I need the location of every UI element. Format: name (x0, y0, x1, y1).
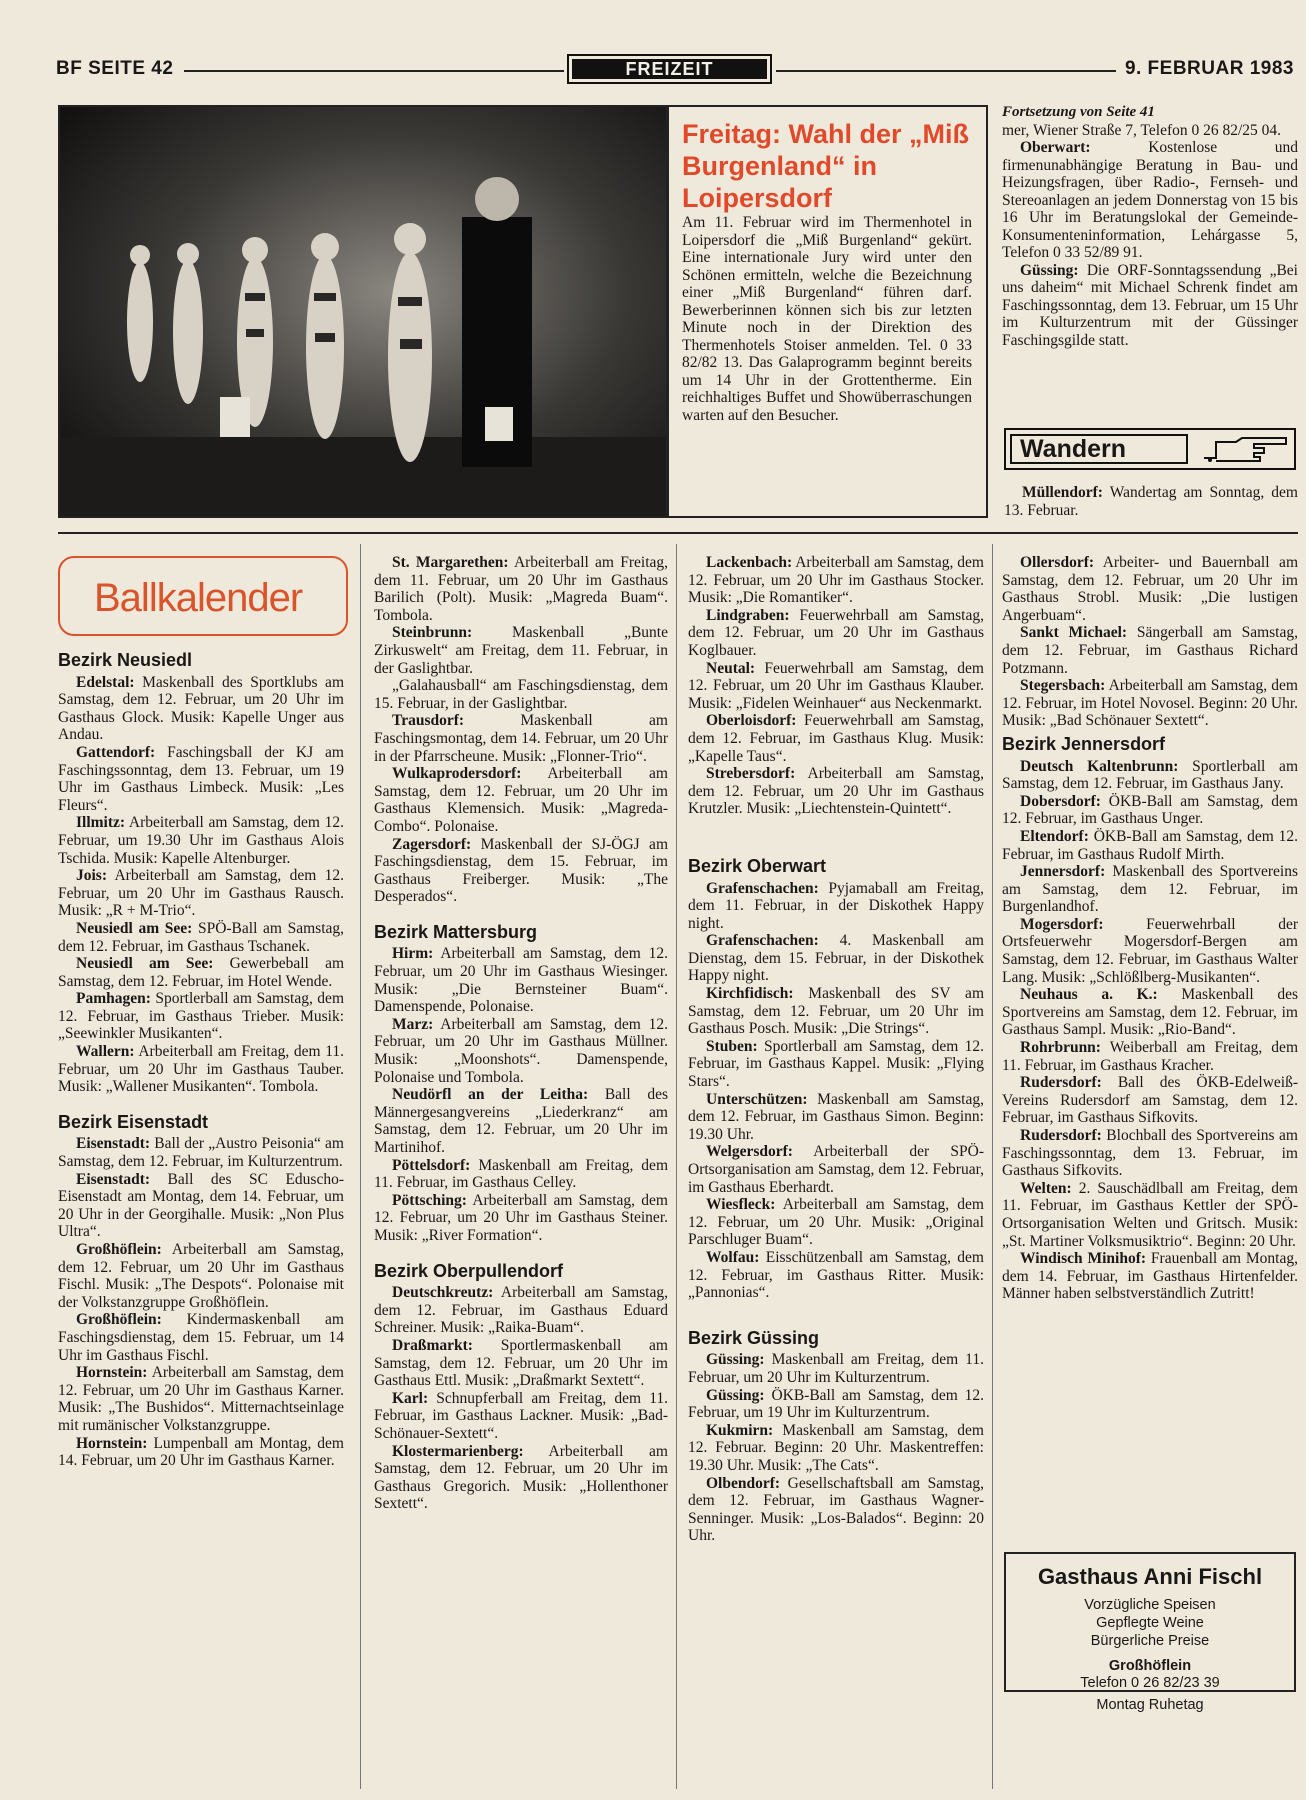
entry-text: Ball des ÖKB-Edelweiß-Vereins Rudersdorf am Samstag, dem 12. Februar, im Gasthaus Sifkovits. (1002, 1074, 1298, 1127)
entry-text: Arbeiterball am Samstag, dem 12. Februar, um 20 Uhr im Gasthaus Klemensich. Musik: „Magreda-Combo“. Polonaise. (374, 765, 668, 835)
place-name: Steinbrunn: (392, 624, 473, 642)
entry-text: Ball des Männergesangvereins „Liederkranz“ am Samstag, dem 12. Februar, um 20 Uhr im Martinihof. (374, 1086, 668, 1156)
list-item (1002, 677, 1298, 730)
place-name: St. Margarethen: (392, 554, 509, 571)
entry-text: Arbeiterball am Freitag, dem 11. Februar, um 20 Uhr im Gasthaus Tauber. Musik: „Wallener Musikanten“. Tombola. (58, 1043, 344, 1096)
district-heading: Bezirk Mattersburg (374, 921, 538, 942)
district-heading: Bezirk Oberwart (688, 855, 827, 876)
list-item (1002, 1180, 1298, 1250)
entry-text: Sängerball am Samstag, dem 12. Februar, im Gasthaus Richard Potzmann. (1002, 624, 1298, 677)
list-item (58, 744, 344, 814)
entry-text: Maskenball am Freitag, dem 11. Februar, im Gasthaus Celley. (374, 1156, 668, 1192)
continued-note: Fortsetzung von Seite 41 (1002, 104, 1155, 120)
list-item (58, 814, 344, 867)
list-item (688, 932, 984, 985)
place-name: Ollersdorf: (1020, 554, 1095, 571)
place-name: Kukmirn: (706, 1421, 774, 1439)
entry-text: Die ORF-Sonntagssendung „Bei uns daheim“ mit Michael Schrenk findet am Faschingssonntag, dem 13. Februar, um 15 Uhr im Kulturzentrum mit der Güssinger Faschingsgilde statt. (1002, 261, 1298, 349)
list-item (1002, 139, 1298, 262)
issue-date: 9. FEBRUAR 1983 (1124, 58, 1294, 79)
ball-column-1 (58, 652, 344, 1470)
list-item (374, 945, 668, 1015)
list-item (58, 867, 344, 920)
place-name: Marz: (392, 1015, 434, 1033)
entry-text: ÖKB-Ball am Samstag, dem 12. Februar, im Gasthaus Unger. (1002, 792, 1298, 828)
place-name: Edelstal: (76, 673, 135, 691)
entry-text: SPÖ-Ball am Samstag, dem 12. Februar, im Gasthaus Tschanek. (58, 919, 345, 955)
place-name: Illmitz: (76, 814, 126, 832)
entry-text: Gewerbeball am Samstag, dem 12. Februar, im Hotel Wende. (58, 955, 344, 990)
section-rule (58, 532, 1298, 534)
place-name: Oberloisdorf: (706, 712, 797, 730)
list-item (688, 985, 984, 1038)
place-name: Hornstein: (76, 1434, 148, 1452)
place-name: Grafenschachen: (706, 879, 819, 897)
entry-text: Faschingsball der KJ am Faschingssonntag, dem 13. Februar, um 19 Uhr im Gasthaus Limbeck. Musik: „Les Fleurs“. (58, 743, 344, 814)
wandern-header (1004, 428, 1296, 470)
list-item (374, 1337, 668, 1390)
place-name: Jois: (76, 867, 107, 885)
entry-text: Arbeiterball am Samstag, dem 12. Februar, um 20 Uhr im Gasthaus Wiesinger. Musik: „Die Bernsteiner Buam“. Damenspende, Polonaise. (374, 945, 668, 1016)
entry-text: Maskenball am Samstag, dem 12. Februar. Beginn: 20 Uhr. Maskentreffen: 19.30 Uhr. Musik: „The Cats“. (688, 1421, 984, 1474)
district-heading: Bezirk Neusiedl (58, 650, 193, 670)
entry-text: Arbeiter- und Bauernball am Samstag, dem 12. Februar, um 20 Uhr im Gasthaus Strobl. Musik: „Die lustigen Angerbuam“. (1002, 554, 1298, 624)
place-name: Unterschützen: (706, 1090, 808, 1108)
ad-tagline: Bürgerliche Preise (1090, 1633, 1210, 1649)
ball-column-4 (1002, 554, 1298, 1303)
place-name: Neusiedl am See: (76, 919, 193, 937)
ball-column-3 (688, 554, 984, 1545)
wandern-entry (1004, 484, 1298, 519)
entry-text: Arbeiterball am Samstag, dem 12. Februar, um 20 Uhr im Gasthaus Steiner. Musik: „River Formation“. (374, 1191, 668, 1244)
entry-text: Arbeiterball am Samstag, dem 12. Februar, um 20 Uhr im Gasthaus Müllner. Musik: „Moonshots“. Damenspende, Polonaise und Tombola. (374, 1015, 668, 1086)
place-name: Pöttelsdorf: (392, 1156, 471, 1174)
entry-text: ÖKB-Ball am Samstag, dem 12. Februar, um 19 Uhr im Kulturzentrum. (688, 1386, 984, 1422)
place-name: Karl: (392, 1389, 429, 1407)
list-item (688, 607, 984, 660)
column-divider (360, 544, 361, 1789)
place-name: Sankt Michael: (1020, 624, 1128, 642)
place-name: Rohrbrunn: (1020, 1039, 1101, 1057)
ad-tagline: Vorzügliche Speisen (1084, 1597, 1216, 1613)
district-heading: Bezirk Jennersdorf (1002, 733, 1166, 754)
district-heading: Bezirk Güssing (688, 1327, 820, 1348)
entry-text: Sportlermaskenball am Samstag, dem 12. Februar, um 20 Uhr im Gasthaus Ettl. Musik: „Draßmarkt Sextett“. (374, 1336, 668, 1390)
entry-text: ÖKB-Ball am Samstag, dem 12. Februar, im Gasthaus Rudolf Mirth. (1002, 827, 1298, 863)
place-name: Jennersdorf: (1020, 863, 1106, 881)
entry-text: Arbeiterball am Samstag, dem 12. Februar, um 20 Uhr. Musik: „Original Parschluger Buam“. (688, 1196, 984, 1249)
place-name: Wulkaprodersdorf: (392, 765, 522, 783)
place-name: Stegersbach: (1020, 677, 1106, 695)
place-name: Eisenstadt: (76, 1170, 151, 1188)
list-item (688, 1249, 984, 1302)
place-name: Pöttsching: (392, 1191, 467, 1209)
place-name: Windisch Minihof: (1020, 1250, 1147, 1268)
list-item (374, 765, 668, 835)
place-name: Klostermarienberg: (392, 1442, 524, 1460)
place-name: Müllendorf: (1022, 484, 1103, 501)
place-name: Deutsch Kaltenbrunn: (1020, 757, 1179, 775)
entry-text: Sportlerball am Samstag, dem 12. Februar, im Gasthaus Jany. (1002, 757, 1298, 793)
feature-body: Am 11. Februar wird im Thermenhotel in Loipersdorf die „Miß Burgenland“ gekürt. Eine internationale Jury wird unter den Schönen ermitteln, welche die Bezeichnung einer „Miß Burgenland“ führen darf. Bewerberinnen können sich bis zur letzten Minute noch in der Direktion des Thermenhotels Stoiser anmelden. Tel. 0 33 82/82 13. Das Galaprogramm beginnt bereits um 14 Uhr in der Grottentherme. Ein reichhaltiges Buffet und Showüberraschungen warten auf den Besucher. (682, 214, 972, 424)
entry-text: Ball der „Austro Peisonia“ am Samstag, dem 12. Februar, im Kulturzentrum. (58, 1135, 344, 1171)
place-name: Lindgraben: (706, 606, 790, 624)
list-item (58, 1311, 344, 1364)
entry-text: Maskenball am Freitag, dem 11. Februar, um 20 Uhr im Kulturzentrum. (688, 1351, 984, 1386)
list-item (688, 554, 984, 607)
entry-text: Weiberball am Freitag, dem 11. Februar, im Gasthaus Kracher. (1002, 1039, 1298, 1074)
list-item (58, 990, 344, 1043)
entry-text: 4. Maskenball am Dienstag, dem 15. Februar, in der Diskothek Happy night. (688, 932, 984, 985)
place-name: Olbendorf: (706, 1474, 781, 1492)
entry-text: „Galahausball“ am Faschingsdienstag, dem 15. Februar, in der Gaslightbar. (374, 677, 668, 712)
list-item (688, 880, 984, 933)
district-heading: Bezirk Oberpullendorf (374, 1260, 564, 1281)
list-item (1002, 1039, 1298, 1074)
place-name: Wiesfleck: (706, 1196, 776, 1214)
place-name: Deutschkreutz: (392, 1284, 494, 1302)
place-name: Zagersdorf: (392, 835, 472, 853)
list-item (688, 712, 984, 765)
list-item (688, 1387, 984, 1422)
place-name: Neusiedl am See: (76, 955, 214, 973)
header-rule-left (184, 70, 564, 72)
section-label (567, 54, 772, 84)
list-item (58, 1043, 344, 1096)
feature-divider (666, 105, 669, 518)
place-name: Strebersdorf: (706, 765, 796, 783)
list-item (374, 712, 668, 765)
place-name: Dobersdorf: (1020, 792, 1101, 810)
entry-text: Arbeiterball am Samstag, dem 12. Februar, um 20 Uhr im Gasthaus Fischl. Musik: „The Despots“. Polonaise mit der Volkstanzgruppe Großhöflein. (58, 1241, 344, 1311)
section-label-text: FREIZEIT (572, 59, 767, 79)
entry-text: Feuerwehrball am Samstag, dem 12. Februar, um 20 Uhr im Gasthaus Koglbauer. (688, 606, 984, 659)
entry-text: Arbeiterball am Samstag, dem 12. Februar, im Gasthaus Eduard Schreiner. Musik: „Raika-Buam“. (374, 1284, 668, 1337)
entry-text: Maskenball des Sportklubs am Samstag, dem 12. Februar, um 20 Uhr im Gasthaus Glock. Musik: Kapelle Unger aus Andau. (58, 673, 344, 744)
place-name: Großhöflein: (76, 1311, 162, 1329)
list-item (1002, 554, 1298, 624)
place-name: Großhöflein: (76, 1241, 162, 1258)
entry-text: Frauenball am Montag, dem 14. Februar, im Gasthaus Hirtenfelder. Männer haben selbstverständlich Zutritt! (1002, 1250, 1298, 1303)
list-item (58, 1171, 344, 1241)
header-rule-right (776, 70, 1116, 72)
entry-text: Arbeiterball am Samstag, dem 12. Februar, um 20 Uhr im Gasthaus Rausch. Musik: „R + M-Trio“. (58, 867, 344, 920)
entry-text: 2. Sauschädlball am Freitag, dem 11. Februar, im Gasthaus Kettler der SPÖ-Ortsorganisation Welten und Gritsch. Musik: „St. Martiner Volksmusiktrio“. Beginn: 20 Uhr. (1002, 1179, 1298, 1250)
list-item (58, 1364, 344, 1434)
entry-text: Eisschützenball am Samstag, dem 12. Februar, im Gasthaus Ritter. Musik: „Pannonias“. (688, 1248, 984, 1302)
list-item (58, 955, 344, 990)
entry-text: Arbeiterball am Samstag, dem 12. Februar, um 20 Uhr im Gasthaus Gregorich. Musik: „Hollenthoner Sextett“. (374, 1442, 668, 1513)
place-name: Trausdorf: (392, 712, 465, 730)
place-name: Stuben: (706, 1037, 758, 1055)
ad-town: Großhöflein (1108, 1658, 1192, 1674)
list-item (374, 1443, 668, 1513)
list-item (1002, 758, 1298, 793)
entry-text: Feuerwehrball am Samstag, dem 12. Februar, im Gasthaus Klug. Musik: „Kapelle Taus“. (688, 712, 984, 765)
list-item (688, 660, 984, 713)
pointing-hand-icon (1202, 434, 1290, 464)
list-item (374, 554, 668, 624)
list-item (688, 1143, 984, 1196)
entry-text: Lumpenball am Montag, dem 14. Februar, um 20 Uhr im Gasthaus Karner. (58, 1434, 344, 1470)
place-name: Wolfau: (706, 1248, 760, 1266)
district-heading: Bezirk Eisenstadt (58, 1111, 209, 1132)
list-item (374, 1157, 668, 1192)
list-item (374, 677, 668, 712)
entry-text: Maskenball am Samstag, dem 12. Februar, im Gasthaus Simon. Beginn: 19.30 Uhr. (688, 1090, 984, 1143)
place-name: Oberwart: (1020, 139, 1091, 156)
continued-column (1002, 104, 1298, 349)
list-item (58, 1241, 344, 1311)
place-name: Neutal: (706, 659, 756, 677)
entry-text: Kostenlose und firmenunabhängige Beratung in Bau- und Heizungsfragen, über Radio-, Fernseh- und Stereoanlagen an jedem Donnerstag von 15 bis 16 Uhr im Beratungslokal der Gemeinde-Konsumenteninformation, Lehárgasse 5, Telefon 0 33 52/89 91. (1002, 139, 1298, 261)
entry-text: Arbeiterball am Samstag, dem 12. Februar, um 19.30 Uhr im Gasthaus Alois Tschida. Musik: Kapelle Altenburger. (58, 814, 344, 867)
place-name: Güssing: (706, 1386, 765, 1404)
list-item (1002, 1074, 1298, 1127)
list-item (1002, 986, 1298, 1039)
ad-business-name: Gasthaus Anni Fischl (1037, 1564, 1263, 1589)
entry-text: Feuerwehrball am Samstag, dem 12. Februar, um 20 Uhr im Gasthaus Klauber. Musik: „Fidelen Weinhauer“ aus Neckenmarkt. (688, 659, 984, 712)
entry-text: Maskenball „Bunte Zirkuswelt“ am Freitag, dem 11. Februar, in der Gaslightbar. (374, 624, 668, 677)
list-item (58, 1435, 344, 1470)
entry-text: Wandertag am Sonntag, dem 13. Februar. (1004, 484, 1298, 519)
page-number: BF SEITE 42 (56, 58, 174, 79)
place-name: Kirchfidisch: (706, 985, 794, 1003)
entry-text: Arbeiterball am Samstag, dem 12. Februar, um 20 Uhr im Gasthaus Krutzler. Musik: „Liechtenstein-Quintett“. (688, 765, 984, 818)
entry-text: Maskenball am Faschingsmontag, dem 14. Februar, um 20 Uhr in der Pfarrscheune. Musik: „Flonner-Trio“. (374, 712, 668, 765)
ballkalender-logo (58, 556, 348, 636)
entry-text: Arbeiterball am Samstag, dem 12. Februar, um 20 Uhr im Gasthaus Stocker. Musik: „Die Romantiker“. (688, 554, 984, 607)
ad-phone: Telefon 0 26 82/23 39 (1080, 1675, 1220, 1691)
ad-tagline: Gepflegte Weine (1096, 1615, 1204, 1631)
pageant-photo (60, 107, 666, 516)
list-item (374, 1284, 668, 1337)
entry-text: Schnupferball am Freitag, dem 11. Februar, im Gasthaus Lackner. Musik: „Bad-Schönauer-Sextett“. (374, 1389, 668, 1442)
place-name: Neudörfl an der Leitha: (392, 1086, 589, 1104)
place-name: Welten: (1020, 1179, 1072, 1197)
place-name: Pamhagen: (76, 990, 151, 1008)
entry-text: Pyjamaball am Freitag, dem 11. Februar, in der Diskothek Happy night. (688, 879, 984, 932)
entry-text: Maskenball der SJ-ÖGJ am Faschingsdienstag, dem 15. Februar, im Gasthaus Freiberger. Musik: „The Desperados“. (374, 835, 668, 906)
list-item (1002, 1250, 1298, 1303)
ad-closing-day: Montag Ruhetag (1096, 1697, 1204, 1713)
place-name: Lackenbach: (706, 554, 793, 571)
entry-text: Gesellschaftsball am Samstag, dem 12. Februar, im Gasthaus Wagner-Senninger. Musik: „Los-Balados“. Beginn: 20 Uhr. (688, 1474, 984, 1545)
column-divider (992, 544, 993, 1789)
list-item (688, 1422, 984, 1475)
place-name: Grafenschachen: (706, 932, 819, 950)
entry-text: Maskenball des SV am Samstag, dem 12. Februar, um 20 Uhr im Gasthaus Posch. Musik: „Die Strings“. (688, 985, 984, 1038)
entry-text: Maskenball des Sportvereins am Samstag, dem 12. Februar, im Burgenlandhof. (1002, 863, 1298, 916)
ball-column-2 (374, 554, 668, 1513)
list-item (374, 1390, 668, 1443)
place-name: Güssing: (706, 1351, 765, 1369)
list-item (1002, 262, 1298, 350)
list-item (688, 765, 984, 818)
gasthaus-advertisement (1004, 1552, 1296, 1713)
entry-text: Sportlerball am Samstag, dem 12. Februar, im Gasthaus Trieber. Musik: „Seewinkler Musikanten“. (58, 990, 344, 1043)
list-item (1002, 828, 1298, 863)
list-item (1002, 624, 1298, 677)
list-item (688, 1351, 984, 1386)
list-item (374, 1086, 668, 1156)
entry-text: Arbeiterball am Freitag, dem 11. Februar, um 20 Uhr im Gasthaus Barilich (Polt). Musik: „Magreda Buam“. Tombola. (374, 554, 668, 624)
list-item (374, 1192, 668, 1245)
entry-text: Arbeiterball der SPÖ-Ortsorganisation am Samstag, dem 12. Februar, im Gasthaus Eberhardt. (688, 1143, 984, 1196)
list-item (374, 624, 668, 677)
entry-text: Sportlerball am Samstag, dem 12. Februar, im Gasthaus Kappel. Musik: „Flying Stars“. (688, 1037, 984, 1091)
place-name: Welgersdorf: (706, 1143, 793, 1161)
entry-text: Maskenball des Sportvereins am Samstag, dem 12. Februar, im Gasthaus Sampl. Musik: „Rio-Band“. (1002, 986, 1299, 1039)
list-item (688, 1091, 984, 1144)
entry-text: Ball des SC Eduscho-Eisenstadt am Montag, dem 14. Februar, um 20 Uhr in der Georgihalle. Musik: „Non Plus Ultra“. (58, 1170, 344, 1241)
list-item (374, 1016, 668, 1086)
place-name: Güssing: (1020, 261, 1079, 279)
column-divider (676, 544, 677, 1789)
list-item (688, 1196, 984, 1249)
wandern-title: Wandern (1010, 434, 1188, 464)
list-item (1002, 916, 1298, 986)
list-item (688, 1038, 984, 1091)
entry-text: Kindermaskenball am Faschingsdienstag, dem 15. Februar, um 14 Uhr im Gasthaus Fischl. (58, 1311, 344, 1364)
entry-text: Arbeiterball am Samstag, dem 12. Februar, um 20 Uhr im Gasthaus Karner. Musik: „The Bushidos“. Mitternachtseinlage mit rumänischer Volkstanzgruppe. (58, 1364, 344, 1434)
list-item (58, 1135, 344, 1170)
place-name: Wallern: (76, 1043, 135, 1061)
place-name: Hirm: (392, 945, 434, 963)
list-item (374, 836, 668, 906)
place-name: Gattendorf: (76, 743, 156, 761)
list-item (1002, 1127, 1298, 1180)
list-item (688, 1475, 984, 1545)
feature-headline: Freitag: Wahl der „Miß Burgenland“ in Loipersdorf (682, 119, 970, 213)
list-item (1002, 863, 1298, 916)
place-name: Eltendorf: (1020, 827, 1089, 845)
place-name: Hornstein: (76, 1364, 148, 1382)
continued-intro: mer, Wiener Straße 7, Telefon 0 26 82/25 04. (1002, 121, 1282, 139)
place-name: Rudersdorf: (1020, 1127, 1102, 1144)
list-item (1002, 793, 1298, 828)
place-name: Mogersdorf: (1020, 915, 1104, 933)
place-name: Rudersdorf: (1020, 1074, 1102, 1092)
ballkalender-title: Ballkalender (94, 576, 303, 620)
entry-text: Feuerwehrball der Ortsfeuerwehr Mogersdorf-Bergen am Samstag, dem 12. Februar, im Gasthaus Walter Lang. Musik: „Schlößlberg-Musikanten“. (1002, 915, 1298, 986)
entry-text: Blochball des Sportvereins am Faschingssonntag, dem 13. Februar, im Gasthaus Sifkovits. (1002, 1127, 1298, 1180)
entry-text: Arbeiterball am Samstag, dem 12. Februar, im Hotel Novosel. Beginn: 20 Uhr. Musik: „Bad Schönauer Sextett“. (1002, 677, 1298, 730)
place-name: Neuhaus a. K.: (1020, 986, 1158, 1004)
list-item (58, 920, 344, 955)
place-name: Eisenstadt: (76, 1135, 151, 1153)
list-item (58, 674, 344, 744)
place-name: Draßmarkt: (392, 1336, 473, 1354)
